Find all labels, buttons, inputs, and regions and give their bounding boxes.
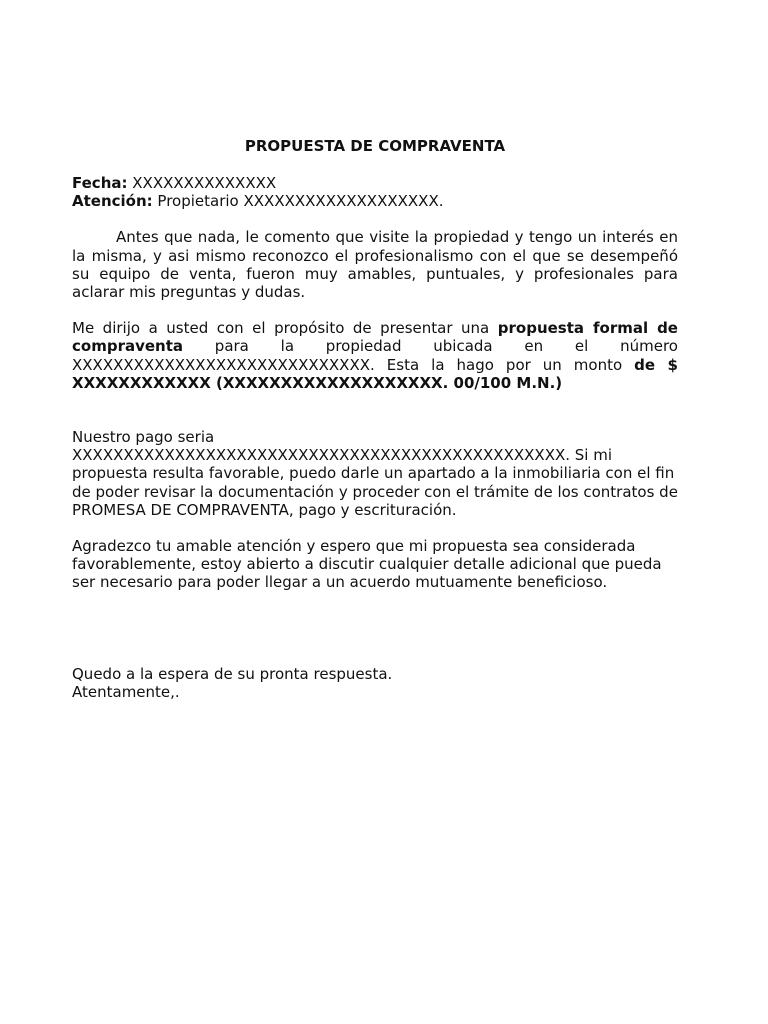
fecha-label: Fecha: (72, 174, 128, 192)
proposal-bold-a: propuesta formal de compraventa (72, 319, 678, 356)
paragraph-thanks: Agradezco tu amable atención y espero que mi propuesta sea considerada favorablemente, estoy abierto a discutir cualquier detalle adicional que pueda ser necesario para poder llegar a un acuerdo mutuamente beneficioso. (72, 537, 662, 592)
proposal-amount: de $ XXXXXXXXXXXX (XXXXXXXXXXXXXXXXXXX. 00/100 M.N.) (72, 355, 678, 392)
signoff-line: Atentamente,. (72, 682, 180, 701)
atencion-label: Atención: (72, 192, 153, 211)
document-page (72, 136, 678, 701)
paragraph-intro: Antes que nada, le comento que visite la propiedad y tengo un interés en la misma, y asi mismo reconozco el profesionalismo con el que se desempeñó su equipo de venta, fueron muy amables, puntuales, y profesionales para aclarar mis preguntas y dudas. (72, 228, 678, 302)
document-title: PROPUESTA DE COMPRAVENTA (244, 137, 506, 155)
fecha-value: XXXXXXXXXXXXXX (127, 174, 277, 192)
paragraph-payment: propuesta resulta favorable, puedo darle un apartado a la inmobiliaria con el fin de poder revisar la documentación y proceder con el trámite de los contratos de PROMESA DE COMPRAVENTA, pago y escrituración. (72, 464, 678, 519)
proposal-text-b: para la propiedad ubicada en el número XXXXXXXXXXXXXXXXXXXXXXXXXXXXX. Esta la hago por un monto (72, 337, 678, 374)
atencion-value: Propietario XXXXXXXXXXXXXXXXXXX. (152, 192, 444, 211)
closing-line: Quedo a la espera de su pronta respuesta. (72, 664, 393, 683)
payment-line-2: XXXXXXXXXXXXXXXXXXXXXXXXXXXXXXXXXXXXXXXXXXXXXXXX. Si mi (72, 446, 613, 465)
paragraph-proposal (72, 319, 678, 392)
payment-line-1: Nuestro pago seria (72, 428, 215, 447)
proposal-text-a: Me dirijo a usted con el propósito de presentar una (72, 319, 498, 338)
fecha-line (72, 174, 678, 192)
atencion-line (72, 192, 678, 210)
